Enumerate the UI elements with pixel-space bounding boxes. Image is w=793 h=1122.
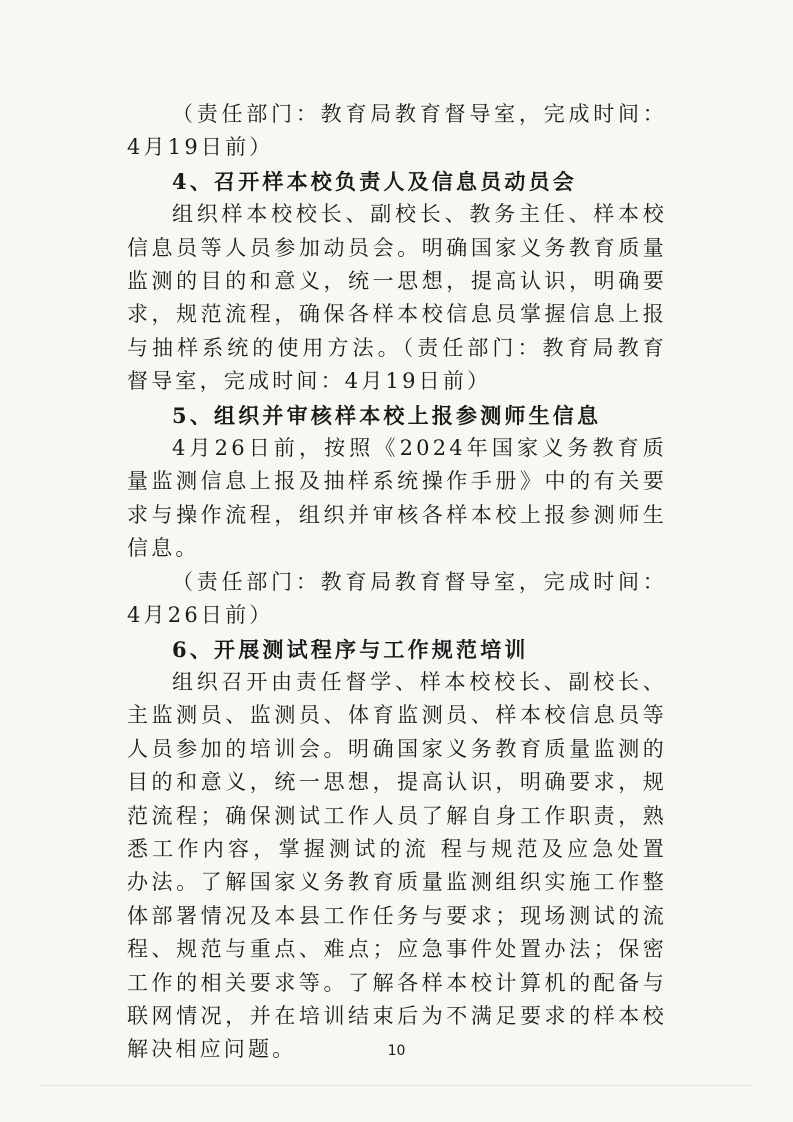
page-number: 10 <box>387 1043 406 1059</box>
body-paragraph-training: 组织召开由责任督学、样本校校长、副校长、主监测员、监测员、体育监测员、样本校信息员等人员参加的培训会。明确国家义务教育质量监测的目的和意义，统一思想，提高认识，明确要求，规范流程；确保测试工作人员了解自身工作职责，熟悉工作内容，掌握测试的流 程与规范及应急处置办法。了解国家义务教育质量监测组织实施工作整体部署情况及本县工作任务与要求；现场测试的流程、规范与重点、难点；应急事件处置办法；保密工作的相关要求等。了解各样本校计算机的配备与联网情况，并在培训结束后为不满足要求的样本校解决相应问题。 <box>127 669 667 1062</box>
bottom-divider <box>40 1085 753 1086</box>
body-paragraph-mobilization: 组织样本校校长、副校长、教务主任、样本校信息员等人员参加动员会。明确国家义务教育质量监测的目的和意义，统一思想，提高认识，明确要求，规范流程，确保各样本校信息员掌握信息上报与抽样系统的使用方法。（责任部门：教育局教育督导室，完成时间：4月19日前） <box>127 202 667 394</box>
body-text <box>127 98 667 1067</box>
note-paragraph-2: （责任部门：教育局教育督导室，完成时间：4月26日前） <box>127 569 667 628</box>
section-heading-5: 5、组织并审核样本校上报参测师生信息 <box>172 402 602 428</box>
section-heading-4: 4、召开样本校负责人及信息员动员会 <box>172 168 578 194</box>
note-paragraph-1: （责任部门：教育局教育督导室，完成时间：4月19日前） <box>127 102 667 160</box>
body-paragraph-information: 4月26日前，按照《2024年国家义务教育质量监测信息上报及抽样系统操作手册》中的有关要求与操作流程，组织并审核各样本校上报参测师生信息。 <box>127 436 667 561</box>
section-heading-6: 6、开展测试程序与工作规范培训 <box>172 636 529 662</box>
